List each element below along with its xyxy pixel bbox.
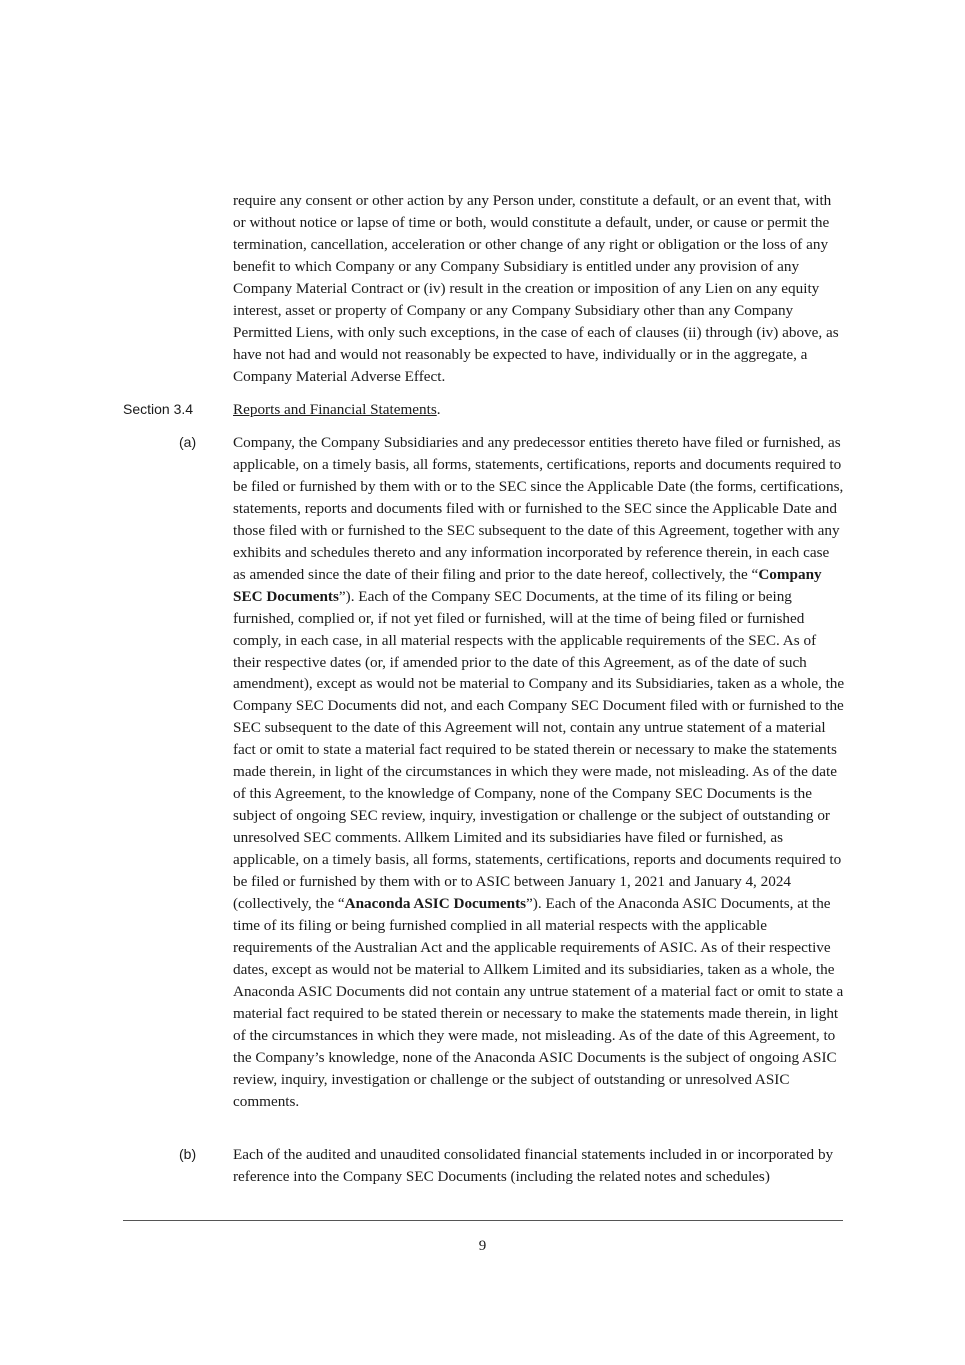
section-heading	[233, 399, 845, 421]
section-title: Reports and Financial Statements	[233, 401, 437, 418]
clause-a-text-3: ”). Each of the Anaconda ASIC Documents, at the time of its filing or being furnished complied in all material respects with the applicable requirements of the Australian Act and the applicable requirements of ASIC. As of their respective dates, except as would not be material to Allkem Limited and its subsidiaries, taken as a whole, the Anaconda ASIC Documents did not contain any untrue statement of a material fact or omit to state a material fact required to be stated therein or necessary to make the statements made therein, in light of the circumstances in which they were made, not misleading. As of the date of this Agreement, to the Company’s knowledge, none of the Anaconda ASIC Documents is the subject of ongoing ASIC review, inquiry, investigation or challenge or the subject of outstanding or unresolved ASIC comments.	[233, 895, 844, 1110]
page-number: 9	[478, 1238, 487, 1254]
clause-a-paragraph	[233, 432, 845, 1113]
defined-term-anaconda-asic-documents: Anaconda ASIC Documents	[344, 895, 527, 913]
clause-b-label: (b)	[179, 1146, 197, 1162]
section-title-period: .	[436, 401, 441, 418]
section-number: Section 3.4	[123, 401, 194, 417]
clause-b-paragraph	[233, 1144, 845, 1188]
defined-term-company-sec-documents: Company SEC Documents	[233, 565, 822, 605]
clause-a-text-1: Company, the Company Subsidiaries and any predecessor entities thereto have filed or furnished, as applicable, on a timely basis, all forms, statements, certifications, reports and documents required to be filed or furnished by them with or to the SEC since the Applicable Date (the forms, certifications, statements, reports and documents filed with or furnished to the SEC since the Applicable Date and those filed with or furnished to the SEC subsequent to the date of this Agreement, together with any exhibits and schedules thereto and any information incorporated by reference therein, in each case as amended since the date of their filing and prior to the date hereof, collectively, the “	[233, 434, 844, 583]
continuation-text: require any consent or other action by any Person under, constitute a default, or an event that, with or without notice or lapse of time or both, would constitute a default, under, or cause or permit the termination, cancellation, acceleration or other change of any right or obligation or the loss of any benefit to which Company or any Company Subsidiary is entitled under any provision of any Company Material Contract or (iv) result in the creation or imposition of any Lien on any equity interest, asset or property of Company or any Company Subsidiary other than any Company Permitted Liens, with only such exceptions, in the case of each of clauses (ii) through (iv) above, as have not had and would not reasonably be expected to have, individually or in the aggregate, a Company Material Adverse Effect.	[233, 192, 839, 385]
clause-b-text: Each of the audited and unaudited consolidated financial statements included in or incorporated by reference into the Company SEC Documents (including the related notes and schedules)	[233, 1146, 834, 1185]
clause-a-text-2: ”). Each of the Company SEC Documents, at the time of its filing or being furnished, complied or, if not yet filed or furnished, will at the time of being filed or furnished comply, in each case, in all material respects with the applicable requirements of the SEC. As of their respective dates (or, if amended prior to the date of this Agreement, as of the date of such amendment), except as would not be material to Company and its Subsidiaries, taken as a whole, the Company SEC Documents did not, and each Company SEC Document filed with or furnished to the SEC subsequent to the date of this Agreement will not, contain any untrue statement of a material fact or omit to state a material fact required to be stated therein or necessary to make the statements made therein, in light of the circumstances in which they were made, not misleading. As of the date of this Agreement, to the knowledge of Company, none of the Company SEC Documents is the subject of ongoing SEC review, inquiry, investigation or challenge or the subject of outstanding or unresolved SEC comments. Allkem Limited and its subsidiaries have filed or furnished, as applicable, on a timely basis, all forms, statements, certifications, reports and documents required to be filed or furnished by them with or to ASIC between January 1, 2021 and January 4, 2024 (collectively, the “	[233, 587, 845, 913]
footer-divider	[123, 1220, 843, 1221]
continuation-paragraph	[233, 190, 845, 388]
clause-a-label: (a)	[179, 434, 197, 450]
